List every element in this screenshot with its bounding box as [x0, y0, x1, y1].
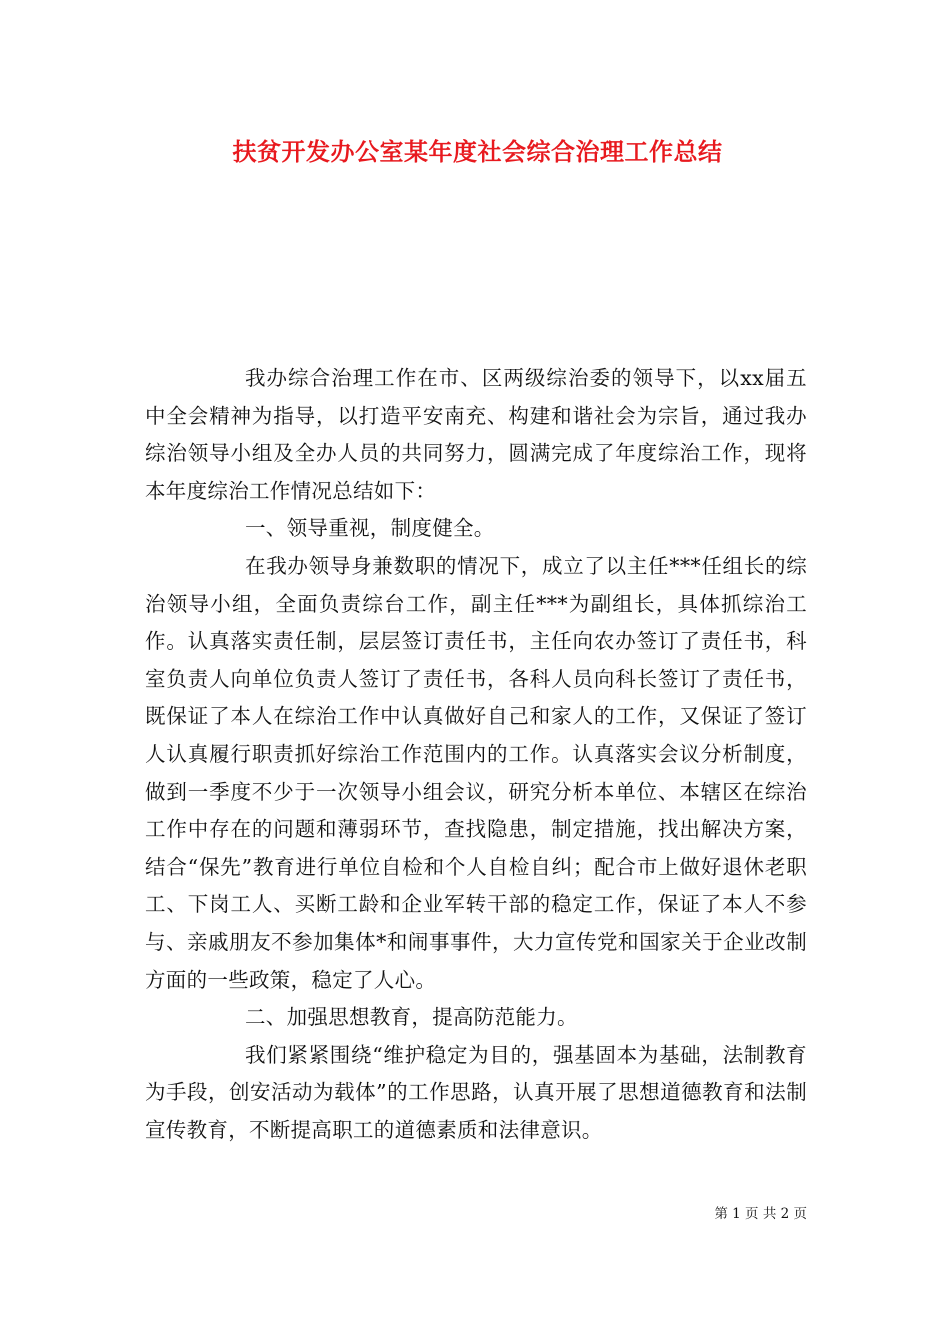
body-paragraph-intro: 我办综合治理工作在市、区两级综治委的领导下，以xx届五中全会精神为指导，以打造平安南充、构建和谐社会为宗旨，通过我办综治领导小组及全办人员的共同努力，圆满完成了年度综治工作，现将本年度综治工作情况总结如下：: [145, 366, 807, 503]
section-heading-2: 二、加强思想教育，提高防范能力。: [245, 1005, 578, 1030]
document-title: 扶贫开发办公室某年度社会综合治理工作总结: [232, 137, 723, 166]
body-paragraph-leadership: 在我办领导身兼数职的情况下，成立了以主任***任组长的综治领导小组，全面负责综台工作，副主任***为副组长，具体抓综治工作。认真落实责任制，层层签订责任书，主任向农办签订了责任书，科室负责人向单位负责人签订了责任书，各科人员向科长签订了责任书，既保证了本人在综治工作中认真做好自己和家人的工作，又保证了签订人认真履行职责抓好综治工作范围内的工作。认真落实会议分析制度，做到一季度不少于一次领导小组会议，研究分析本单位、本辖区在综治工作中存在的问题和薄弱环节，查找隐患，制定措施，找出解决方案，结合“保先”教育进行单位自检和个人自检自纠；配合市上做好退休老职工、下岗工人、买断工龄和企业军转干部的稳定工作，保证了本人不参与、亲戚朋友不参加集体*和闹事事件，大力宣传党和国家关于企业改制方面的一些政策，稳定了人心。: [145, 553, 807, 992]
page-number-footer: 第 1 页 共 2 页: [714, 1206, 807, 1222]
document-body: [145, 360, 807, 1149]
body-paragraph-education: 我们紧紧围绕“维护稳定为目的，强基固本为基础，法制教育为手段，创安活动为载体”的工作思路，认真开展了思想道德教育和法制宣传教育，不断提高职工的道德素质和法律意识。: [145, 1042, 807, 1142]
section-heading-1: 一、领导重视，制度健全。: [245, 516, 495, 541]
